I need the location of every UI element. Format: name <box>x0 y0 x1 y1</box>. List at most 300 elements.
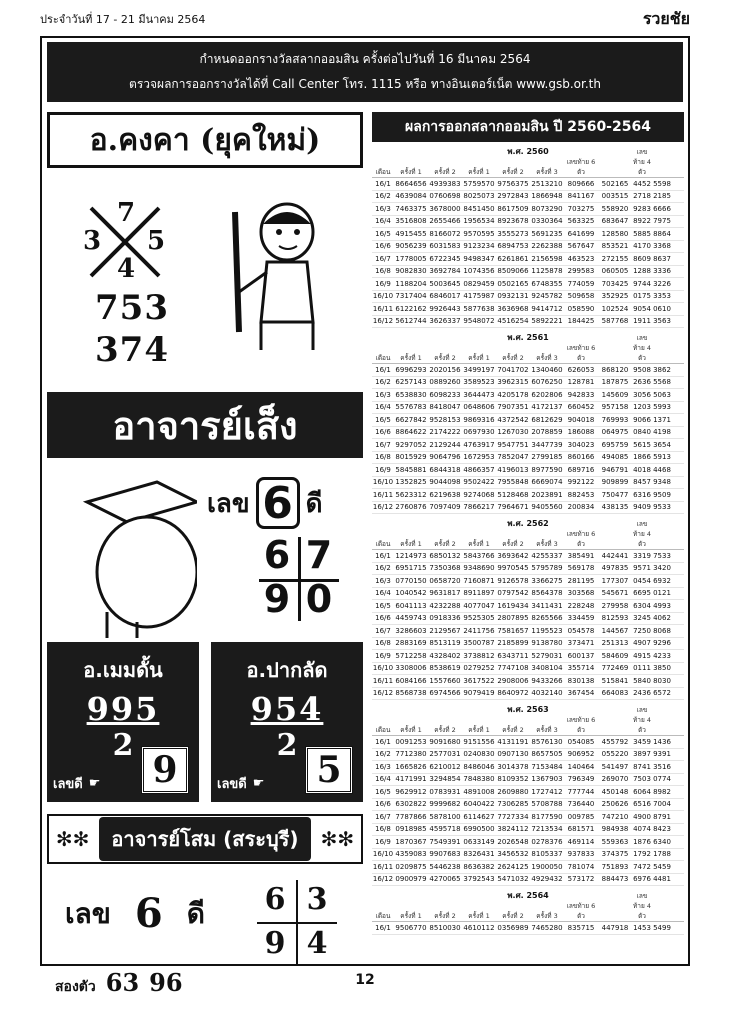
issue-date: ประจำวันที่ 17 - 21 มีนาคม 2564 <box>40 13 206 26</box>
table-cell: 777744 <box>567 787 595 796</box>
table-cell: 4452 <box>633 179 651 188</box>
table-cell: 4900 <box>633 812 651 821</box>
seng-lucky-number <box>207 477 322 529</box>
table-row <box>372 663 684 676</box>
seng-grid-0: 6 <box>263 533 291 577</box>
table-cell: 772469 <box>601 664 629 673</box>
table-cell: 8741 <box>633 762 651 771</box>
page-frame <box>40 36 690 997</box>
table-cell: 4359083 <box>395 850 427 859</box>
table-cell: 4459743 <box>395 614 427 623</box>
table-cell: 2799185 <box>531 453 563 462</box>
table-row <box>372 316 684 329</box>
cartoon-man-illustration <box>217 202 337 352</box>
table-row <box>372 489 684 502</box>
table-cell: 16/9 <box>375 837 391 846</box>
table-cell: 494085 <box>601 453 629 462</box>
table-cell: 16/6 <box>375 614 391 623</box>
table-header-cell: เลขท้าย 6 ตัว <box>566 344 596 362</box>
table-cell: 3456532 <box>497 850 529 859</box>
paklad-box <box>211 642 363 802</box>
table-cell: 7213534 <box>531 825 563 834</box>
table-cell: 8513119 <box>429 639 461 648</box>
table-cell: 16/5 <box>375 787 391 796</box>
table-cell: 502165 <box>601 179 629 188</box>
table-cell: 7317404 <box>395 292 427 301</box>
results-title: ผลการออกสลากออมสิน ปี 2560-2564 <box>372 112 684 142</box>
table-cell: 7097409 <box>429 503 461 512</box>
paklad-lekdi-label: เลขดี <box>217 777 247 792</box>
table-cell: 9296 <box>653 639 671 648</box>
table-cell: 882453 <box>567 490 595 499</box>
table-cell: 2883169 <box>395 639 427 648</box>
table-cell: 853521 <box>601 242 629 251</box>
table-cell: 6996293 <box>395 365 427 374</box>
table-cell: 4270065 <box>429 875 461 884</box>
table-cell: 269070 <box>601 775 629 784</box>
table-header-cell: เลขท้าย 4 ตัว <box>633 706 651 734</box>
table-cell: 5712258 <box>395 651 427 660</box>
table-cell: 385491 <box>567 551 595 560</box>
table-row <box>372 377 684 390</box>
table-cell: 9064796 <box>429 453 461 462</box>
som-grid-1: 3 <box>306 882 328 917</box>
table-row <box>372 266 684 279</box>
table-cell: 7787866 <box>395 812 427 821</box>
table-cell: 6748355 <box>531 279 563 288</box>
table-cell: 102524 <box>601 304 629 313</box>
table-cell: 2436 <box>633 689 651 698</box>
table-cell: 6064 <box>633 787 651 796</box>
table-cell: 16/3 <box>375 576 391 585</box>
table-cell: 4198 <box>653 428 671 437</box>
table-row <box>372 736 684 749</box>
table-cell: 6343711 <box>497 651 529 660</box>
table-cell: 2609880 <box>497 787 529 796</box>
table-cell: 8576130 <box>531 737 563 746</box>
table-header-cell: เลขท้าย 6 ตัว <box>566 158 596 176</box>
table-row <box>372 452 684 465</box>
table-cell: 0889260 <box>429 378 461 387</box>
table-cell: 3589523 <box>463 378 495 387</box>
table-cell: 3862 <box>653 365 671 374</box>
table-cell: 4074 <box>633 825 651 834</box>
table-cell: 6076250 <box>531 378 563 387</box>
table-cell: 0797542 <box>497 589 529 598</box>
pointing-hand-icon: ☛ <box>88 776 101 791</box>
table-cell: 6084166 <box>395 676 427 685</box>
table-cell: 16/3 <box>375 204 391 213</box>
table-cell: 16/1 <box>375 365 391 374</box>
table-cell: 573172 <box>567 875 595 884</box>
table-cell: 584609 <box>601 651 629 660</box>
kongka-number-2: 374 <box>95 330 169 370</box>
table-cell: 9079419 <box>463 689 495 698</box>
table-cell: 2411756 <box>463 626 495 635</box>
table-cell: 6951715 <box>395 564 427 573</box>
table-row <box>372 563 684 576</box>
table-cell: 1214973 <box>395 551 427 560</box>
table-cell: 4171991 <box>395 775 427 784</box>
table-cell: 4516254 <box>497 317 529 326</box>
table-cell: 8015929 <box>395 453 427 462</box>
table-header-cell: เลขท้าย 6 ตัว <box>566 902 596 920</box>
table-header-cell: เดือน <box>375 726 391 734</box>
table-row <box>372 402 684 415</box>
top-line <box>40 8 690 30</box>
table-cell: 128580 <box>601 229 629 238</box>
seng-grid-3: 0 <box>305 577 333 621</box>
table-cell: 187875 <box>601 378 629 387</box>
table-cell: 4610112 <box>463 923 495 932</box>
table-cell: 3500787 <box>463 639 495 648</box>
table-header-cell: ครั้งที่ 1 <box>468 912 490 920</box>
table-cell: 5759570 <box>463 179 495 188</box>
grid-v-line <box>296 880 298 964</box>
table-cell: 0330364 <box>531 217 563 226</box>
table-row <box>372 600 684 613</box>
table-cell: 1870367 <box>395 837 427 846</box>
table-cell: 7866217 <box>463 503 495 512</box>
table-cell: 567647 <box>567 242 595 251</box>
table-row <box>372 588 684 601</box>
seng-number-grid <box>259 533 339 621</box>
table-cell: 7907351 <box>497 403 529 412</box>
table-row <box>372 761 684 774</box>
table-cell: 2174222 <box>429 428 461 437</box>
table-cell: 463523 <box>567 254 595 263</box>
table-cell: 2760876 <box>395 503 427 512</box>
table-cell: 9506770 <box>395 923 427 932</box>
table-cell: 7472 <box>633 862 651 871</box>
table-cell: 0633149 <box>463 837 495 846</box>
table-cell: 16/12 <box>372 317 394 326</box>
table-cell: 8068 <box>653 626 671 635</box>
table-row <box>372 824 684 837</box>
table-cell: 250626 <box>601 800 629 809</box>
table-cell: 3336 <box>653 267 671 276</box>
table-row <box>372 861 684 874</box>
table-cell: 9907683 <box>429 850 461 859</box>
table-row <box>372 291 684 304</box>
table-header-cell: ครั้งที่ 2 <box>502 168 524 176</box>
table-cell: 563325 <box>567 217 595 226</box>
table-cell: 9509 <box>653 490 671 499</box>
table-row <box>372 477 684 490</box>
table-cell: 545671 <box>601 589 629 598</box>
table-cell: 7727334 <box>497 812 529 821</box>
table-cell: 16/11 <box>372 862 394 871</box>
table-cell: 5459 <box>653 862 671 871</box>
table-cell: 009785 <box>567 812 595 821</box>
table-cell: 3408104 <box>531 664 563 673</box>
table-cell: 128781 <box>567 378 595 387</box>
som-grid-0: 6 <box>264 882 286 917</box>
table-cell: 16/2 <box>375 192 391 201</box>
table-cell: 9756375 <box>497 179 529 188</box>
table-row <box>372 550 684 563</box>
table-row <box>372 228 684 241</box>
table-cell: 1672953 <box>463 453 495 462</box>
table-row <box>372 216 684 229</box>
table-row <box>372 203 684 216</box>
table-cell: 7503 <box>633 775 651 784</box>
table-cell: 6340 <box>653 837 671 846</box>
table-cell: 0918336 <box>429 614 461 623</box>
table-cell: 830138 <box>567 676 595 685</box>
table-cell: 5845881 <box>395 465 427 474</box>
table-cell: 2020156 <box>429 365 461 374</box>
table-cell: 16/8 <box>375 453 391 462</box>
table-header-cell: ครั้งที่ 3 <box>536 726 558 734</box>
table-cell: 442441 <box>601 551 629 560</box>
table-cell: 1188204 <box>395 279 427 288</box>
table-cell: 6202806 <box>531 390 563 399</box>
table-cell: 8025073 <box>463 192 495 201</box>
table-cell: 5612744 <box>395 317 427 326</box>
table-cell: 16/2 <box>375 564 391 573</box>
table-cell: 1788 <box>653 850 671 859</box>
table-cell: 1866 <box>633 453 651 462</box>
table-cell: 6976 <box>633 875 651 884</box>
table-cell: 3499197 <box>463 365 495 374</box>
table-cell: 9528153 <box>429 415 461 424</box>
table-cell: 2129567 <box>429 626 461 635</box>
table-cell: 909899 <box>601 478 629 487</box>
table-cell: 16/7 <box>375 440 391 449</box>
table-cell: 0111 <box>633 664 651 673</box>
table-cell: 8864 <box>653 229 671 238</box>
table-cell: 1195523 <box>531 626 563 635</box>
table-row <box>372 253 684 266</box>
table-cell: 7004 <box>653 800 671 809</box>
table-cell: 7350368 <box>429 564 461 573</box>
table-cell: 3692784 <box>429 267 461 276</box>
table-cell: 906952 <box>567 750 595 759</box>
table-cell: 2026548 <box>497 837 529 846</box>
table-cell: 9498347 <box>463 254 495 263</box>
table-cell: 16/1 <box>375 179 391 188</box>
table-cell: 3516 <box>653 762 671 771</box>
table-row <box>372 650 684 663</box>
table-cell: 16/10 <box>372 664 394 673</box>
table-cell: 16/5 <box>375 229 391 238</box>
table-cell: 145609 <box>601 390 629 399</box>
table-cell: 3459 <box>633 737 651 746</box>
table-cell: 9548072 <box>463 317 495 326</box>
cross-right: 5 <box>147 226 166 256</box>
table-cell: 16/1 <box>375 551 391 560</box>
table-header-cell: เลขท้าย 6 ตัว <box>566 716 596 734</box>
table-cell: 5003645 <box>429 279 461 288</box>
table-cell: 6219638 <box>429 490 461 499</box>
table-cell: 5878100 <box>429 812 461 821</box>
asterisk-deco-icon: ✻✻ <box>320 827 355 851</box>
table-cell: 1866948 <box>531 192 563 201</box>
table-cell: 16/9 <box>375 279 391 288</box>
table-cell: 5615 <box>633 440 651 449</box>
table-cell: 7848380 <box>463 775 495 784</box>
table-cell: 0209875 <box>395 862 427 871</box>
table-cell: 8418047 <box>429 403 461 412</box>
table-cell: 9245782 <box>531 292 563 301</box>
table-cell: 1876 <box>633 837 651 846</box>
table-cell: 937833 <box>567 850 595 859</box>
table-cell: 16/12 <box>372 503 394 512</box>
table-cell: 1340460 <box>531 365 563 374</box>
table-cell: 16/7 <box>375 254 391 263</box>
table-cell: 3353 <box>653 292 671 301</box>
table-cell: 184425 <box>567 317 595 326</box>
table-cell: 16/3 <box>375 390 391 399</box>
table-cell: 689716 <box>567 465 595 474</box>
table-cell: 3516808 <box>395 217 427 226</box>
table-cell: 16/9 <box>375 651 391 660</box>
table-cell: 0932131 <box>497 292 529 301</box>
table-cell: 5993 <box>653 403 671 412</box>
table-cell: 5471032 <box>497 875 529 884</box>
table-row <box>372 414 684 427</box>
table-row <box>372 811 684 824</box>
table-cell: 9744 <box>633 279 651 288</box>
year-label: พ.ศ. 2562 <box>507 519 549 528</box>
table-cell: 6261861 <box>497 254 529 263</box>
table-cell: 0610 <box>653 304 671 313</box>
table-cell: 6627842 <box>395 415 427 424</box>
table-cell: 16/8 <box>375 267 391 276</box>
table-cell: 3824112 <box>497 825 529 834</box>
table-cell: 6974566 <box>429 689 461 698</box>
table-row <box>372 278 684 291</box>
seng-di-label: ดี <box>305 488 323 519</box>
table-cell: 0502165 <box>497 279 529 288</box>
cross-left: 3 <box>83 226 102 256</box>
table-cell: 751893 <box>601 862 629 871</box>
table-cell: 5892221 <box>531 317 563 326</box>
seng-grid-1: 7 <box>305 533 333 577</box>
table-cell: 7964671 <box>497 503 529 512</box>
table-cell: 7975 <box>653 217 671 226</box>
year-label: พ.ศ. 2563 <box>507 705 549 714</box>
table-cell: 4907 <box>633 639 651 648</box>
table-row <box>372 389 684 402</box>
table-cell: 3014378 <box>497 762 529 771</box>
table-cell: 6812629 <box>531 415 563 424</box>
table-cell: 3738812 <box>463 651 495 660</box>
table-cell: 4915 <box>633 651 651 660</box>
som-title: อาจารย์โสม (สระบุรี) <box>99 817 310 861</box>
table-cell: 2577031 <box>429 750 461 759</box>
memdan-box <box>47 642 199 802</box>
table-cell: 16/8 <box>375 825 391 834</box>
table-cell: 279958 <box>601 601 629 610</box>
table-row <box>372 836 684 849</box>
table-cell: 7852047 <box>497 453 529 462</box>
table-cell: 058590 <box>567 304 595 313</box>
table-cell: 5063 <box>653 390 671 399</box>
table-cell: 228248 <box>567 601 595 610</box>
table-row <box>372 799 684 812</box>
table-cell: 8568738 <box>395 689 427 698</box>
table-cell: 5128468 <box>497 490 529 499</box>
table-cell: 4929432 <box>531 875 563 884</box>
table-cell: 8640972 <box>497 689 529 698</box>
table-cell: 4993 <box>653 601 671 610</box>
table-cell: 1436 <box>653 737 671 746</box>
table-cell: 16/4 <box>375 775 391 784</box>
table-cell: 8457 <box>633 478 651 487</box>
table-cell: 9066 <box>633 415 651 424</box>
table-cell: 0829459 <box>463 279 495 288</box>
table-row <box>372 178 684 191</box>
table-cell: 1074356 <box>463 267 495 276</box>
table-cell: 272155 <box>601 254 629 263</box>
table-cell: 600137 <box>567 651 595 660</box>
table-header-cell: เดือน <box>375 168 391 176</box>
table-cell: 0770150 <box>395 576 427 585</box>
table-cell: 16/10 <box>372 478 394 487</box>
table-cell: 6316 <box>633 490 651 499</box>
som-lucky-number <box>65 890 205 937</box>
table-cell: 9631817 <box>429 589 461 598</box>
table-cell: 9138780 <box>531 639 563 648</box>
table-cell: 5843766 <box>463 551 495 560</box>
table-cell: 7041702 <box>497 365 529 374</box>
table-cell: 177307 <box>601 576 629 585</box>
table-cell: 0121 <box>653 589 671 598</box>
table-header-cell: เลขท้าย 4 ตัว <box>633 334 651 362</box>
cross-bottom: 4 <box>117 254 136 284</box>
table-header-cell: ครั้งที่ 2 <box>502 354 524 362</box>
songtua-number-2: 96 <box>149 968 183 997</box>
table-cell: 299583 <box>567 267 595 276</box>
table-cell: 8636382 <box>463 862 495 871</box>
year-label: พ.ศ. 2561 <box>507 333 549 342</box>
cross-numbers <box>83 198 166 284</box>
table-cell: 946791 <box>601 465 629 474</box>
table-cell: 8451450 <box>463 204 495 213</box>
table-cell: 4939383 <box>429 179 461 188</box>
table-cell: 626053 <box>567 365 595 374</box>
table-row <box>372 638 684 651</box>
table-cell: 4196013 <box>497 465 529 474</box>
table-cell: 9409 <box>633 503 651 512</box>
table-cell: 3447739 <box>531 440 563 449</box>
table-cell: 1125878 <box>531 267 563 276</box>
table-cell: 200834 <box>567 503 595 512</box>
table-cell: 4170 <box>633 242 651 251</box>
table-cell: 9123234 <box>463 242 495 251</box>
table-cell: 1900050 <box>531 862 563 871</box>
som-grid-2: 9 <box>264 926 286 961</box>
songtua-number-1: 63 <box>105 968 140 997</box>
table-cell: 1956534 <box>463 217 495 226</box>
table-cell: 16/9 <box>375 465 391 474</box>
table-cell: 904018 <box>567 415 595 424</box>
table-cell: 16/4 <box>375 403 391 412</box>
table-header-cell: ครั้งที่ 1 <box>468 168 490 176</box>
table-cell: 8617509 <box>497 204 529 213</box>
table-cell: 1288 <box>633 267 651 276</box>
table-cell: 6538830 <box>395 390 427 399</box>
memdan-lekdi-label: เลขดี <box>53 777 83 792</box>
table-cell: 4481 <box>653 875 671 884</box>
table-cell: 0658720 <box>429 576 461 585</box>
table-cell: 796349 <box>567 775 595 784</box>
table-cell: 8538619 <box>429 664 461 673</box>
table-cell: 6844318 <box>429 465 461 474</box>
table-cell: 281195 <box>567 576 595 585</box>
